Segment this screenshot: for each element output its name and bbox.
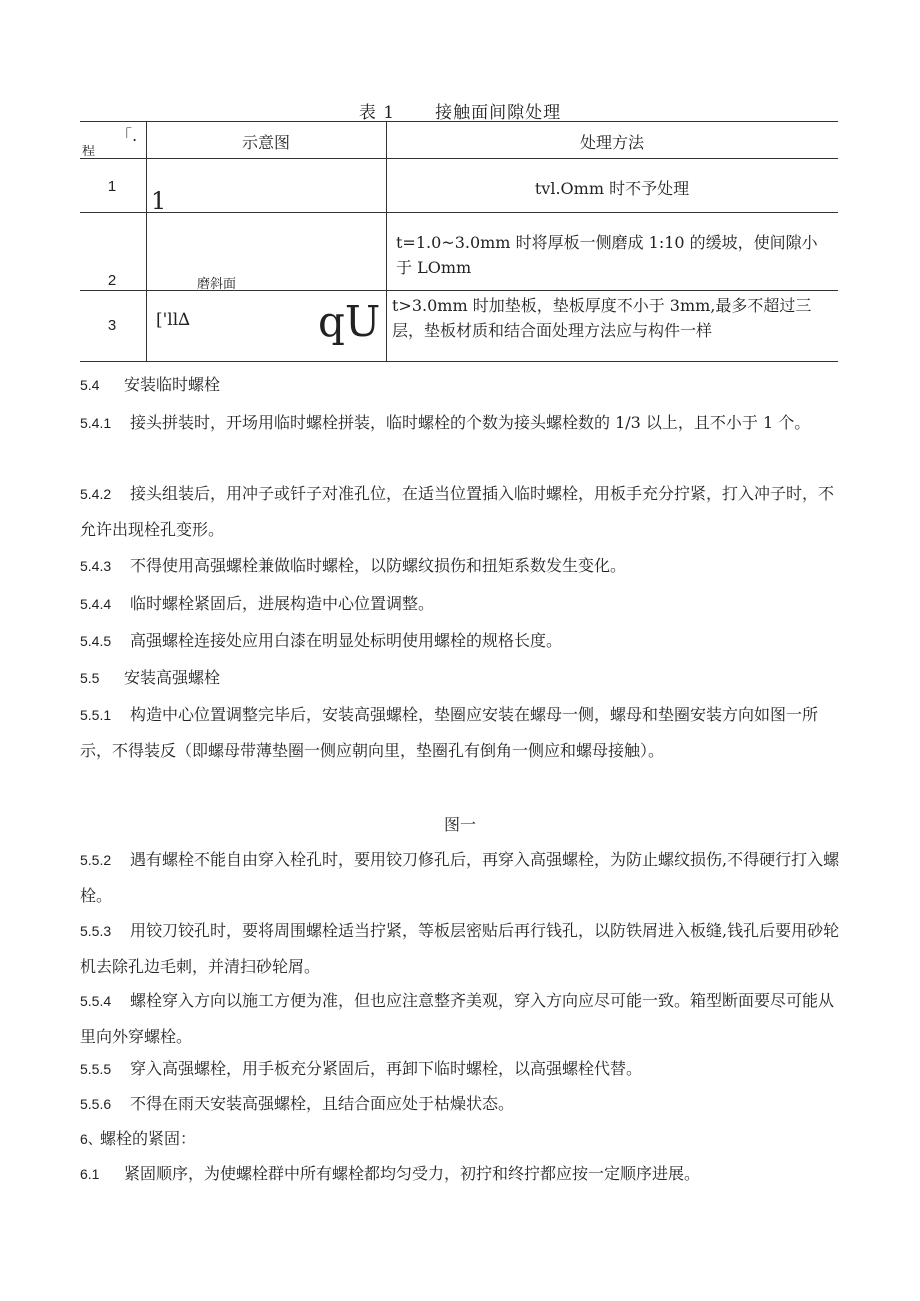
section-5-4: 5.4 安装临时螺栓 (80, 375, 221, 394)
row-1-method: tvl.Omm 时不予处理 (534, 179, 690, 198)
table-title (0, 98, 920, 123)
row-3-method: t>3.0mm 时加垫板，垫板厚度不小于 3mm,最多不超过三层，垫板材质和结合面处理方法应与构件一样 (392, 296, 812, 340)
row-2-method: t=1.0~3.0mm 时将厚板一侧磨成 1:10 的缓坡，使间隙小于 LOmm (396, 233, 818, 277)
gap-treatment-table (80, 121, 838, 361)
section-5-4-5: 5.4.5 高强螺栓连接处应用白漆在明显处标明使用螺栓的规格长度。 (80, 631, 563, 650)
figure-1-caption: 图一 (443, 815, 476, 834)
row-2-number: 2 (107, 272, 117, 289)
section-5-5: 5.5 安装高强螺栓 (80, 668, 221, 687)
section-5-4-4: 5.4.4 临时螺栓紧固后，进展构造中心位置调整。 (80, 594, 435, 613)
row-3-number: 3 (107, 317, 117, 334)
section-5-5-3: 5.5.3 用铰刀铰孔时，要将周围螺栓适当拧紧，等板层密贴后再行钱孔，以防铁屑进入板缝,钱孔后要用砂轮机去除孔边毛刺，并清扫砂轮屑。 (80, 921, 840, 976)
table-rule-row2 (80, 290, 838, 291)
section-5-5-1: 5.5.1 构造中心位置调整完毕后，安装高强螺栓，垫圈应安装在螺母一侧，螺母和垫圈安装方向如图一所示，不得装反（即螺母带薄垫圈一侧应朝向里，垫圈孔有倒角一侧应和螺母接触）。 (80, 705, 819, 760)
section-5-4-2: 5.4.2 接头组装后，用冲子或钎子对准孔位，在适当位置插入临时螺栓，用板手充分拧紧，打入冲子时，不允许出现栓孔变形。 (80, 484, 835, 539)
section-5-4-3: 5.4.3 不得使用高强螺栓兼做临时螺栓，以防螺纹损伤和扭矩系数发生变化。 (80, 556, 627, 575)
table-caption: 接触面间隙处理 (435, 103, 562, 123)
table-col-divider-1 (146, 121, 147, 361)
header-method: 处理方法 (579, 133, 644, 152)
row-1-diagram: 1 (151, 187, 167, 215)
table-number: 表 1 (358, 103, 396, 123)
section-5-5-5: 5.5.5 穿入高强螺栓，用手板充分紧固后，再卸下临时螺栓，以高强螺栓代替。 (80, 1059, 643, 1078)
row-1-number: 1 (107, 178, 117, 195)
header-col1-mark: 「. (116, 126, 138, 145)
section-5-5-2: 5.5.2 遇有螺栓不能自由穿入栓孔时，要用铰刀修孔后，再穿入高强螺栓，为防止螺纹损伤,不得硬行打入螺栓。 (80, 850, 840, 905)
table-rule-top (80, 121, 838, 122)
section-6-1: 6.1 紧固顺序，为使螺栓群中所有螺栓都均匀受力，初拧和终拧都应按一定顺序进展。 (80, 1164, 701, 1183)
section-5-4-1: 5.4.1 接头拼装时，开场用临时螺栓拼装，临时螺栓的个数为接头螺栓数的 1/3 以上，且不小于 1 个。 (80, 413, 811, 432)
header-col1-partial: 程 (82, 145, 96, 158)
table-rule-header (80, 158, 838, 159)
section-5-5-4: 5.5.4 螺栓穿入方向以施工方便为准，但也应注意整齐美观，穿入方向应尽可能一致。箱型断面要尽可能从里向外穿螺栓。 (80, 991, 835, 1046)
table-rule-row1 (80, 212, 838, 213)
header-diagram: 示意图 (241, 133, 290, 152)
table-col-divider-2 (386, 121, 387, 361)
row-3-diagram-left: ['ll∆ (156, 310, 191, 330)
section-6: 6、螺栓的紧固： (80, 1129, 197, 1148)
row-2-diagram-label: 磨斜面 (197, 277, 237, 292)
section-5-5-6: 5.5.6 不得在雨天安装高强螺栓，且结合面应处于枯燥状态。 (80, 1094, 515, 1113)
row-3-diagram-right: qU (318, 297, 381, 346)
table-rule-bottom (80, 361, 838, 362)
